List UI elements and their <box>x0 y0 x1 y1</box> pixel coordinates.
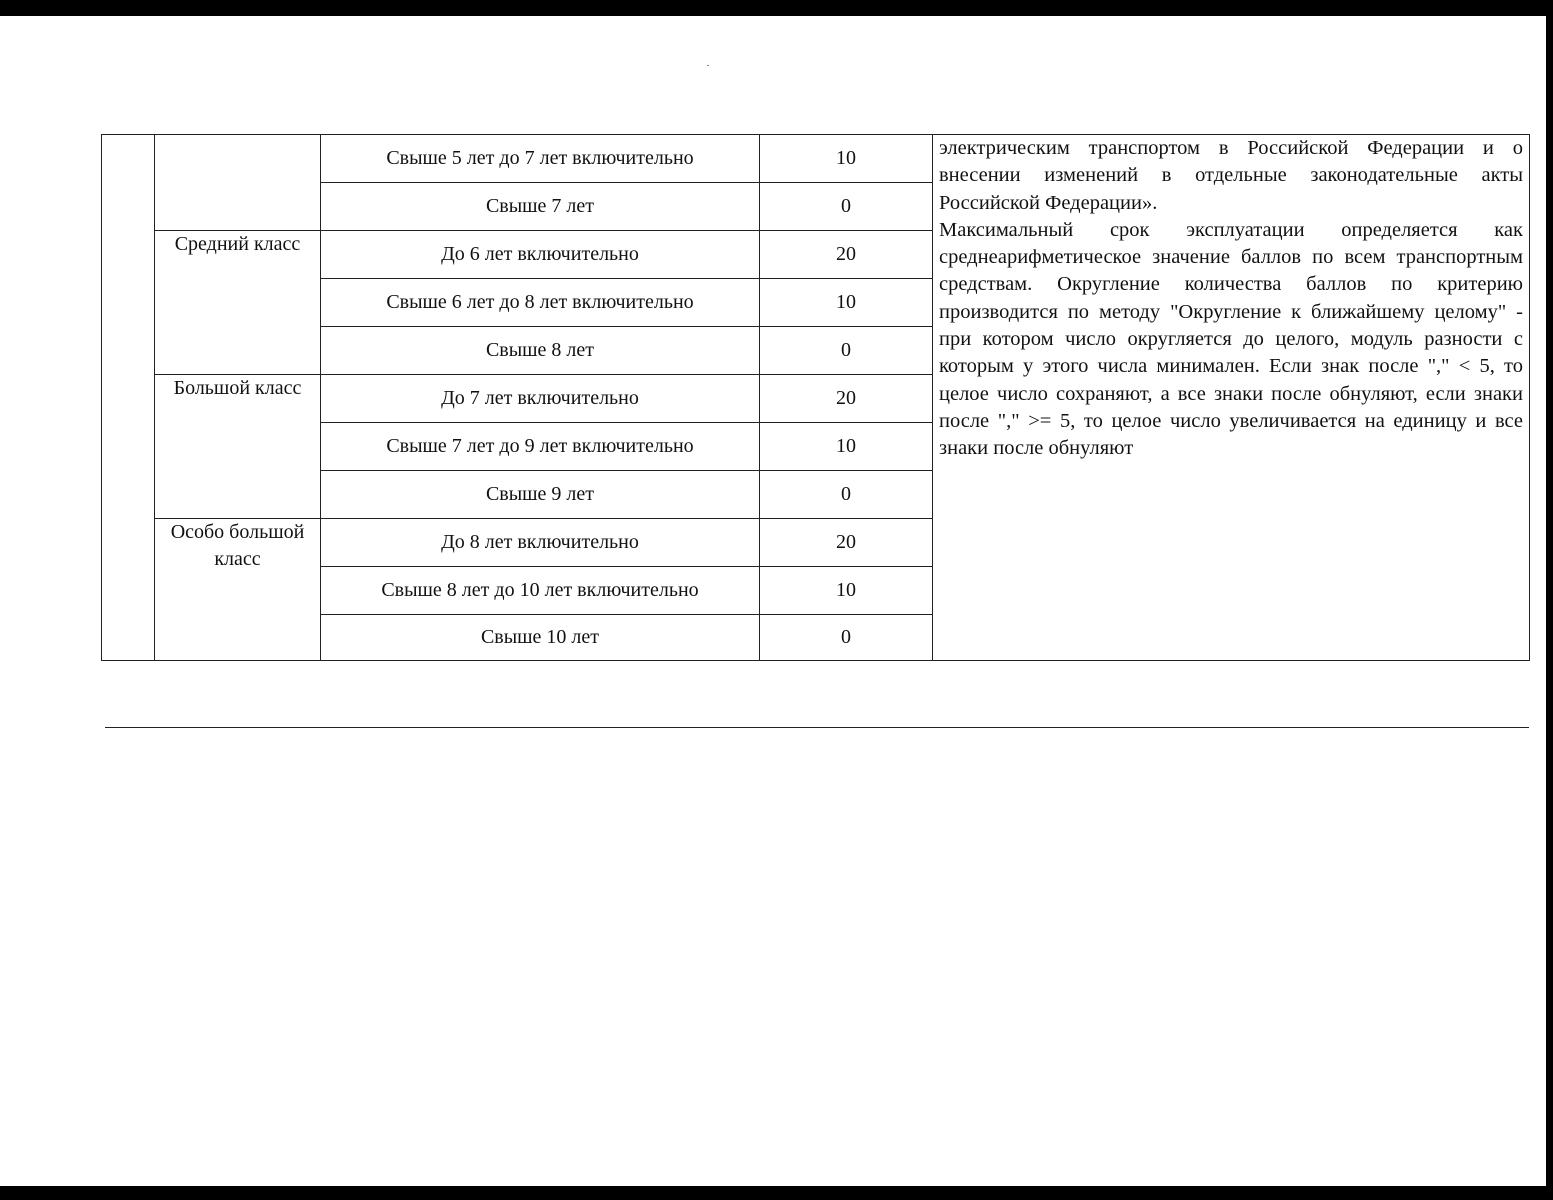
note-cell <box>933 135 1530 661</box>
class-cell-medium: Средний класс <box>155 231 321 375</box>
score-cell: 10 <box>760 423 933 471</box>
table-row <box>102 135 1530 183</box>
period-cell: Свыше 8 лет до 10 лет включительно <box>321 567 760 615</box>
criteria-table <box>101 134 1530 661</box>
period-cell: Свыше 6 лет до 8 лет включительно <box>321 279 760 327</box>
scan-border-right <box>1546 0 1553 1200</box>
class-cell-large: Большой класс <box>155 375 321 519</box>
score-cell: 0 <box>760 327 933 375</box>
scan-border-top <box>0 0 1553 16</box>
score-cell: 20 <box>760 231 933 279</box>
period-cell: До 8 лет включительно <box>321 519 760 567</box>
score-cell: 10 <box>760 279 933 327</box>
period-cell: Свыше 7 лет <box>321 183 760 231</box>
period-cell: До 7 лет включительно <box>321 375 760 423</box>
score-cell: 0 <box>760 615 933 661</box>
score-cell: 10 <box>760 135 933 183</box>
period-cell: Свыше 10 лет <box>321 615 760 661</box>
score-cell: 10 <box>760 567 933 615</box>
period-cell: Свыше 5 лет до 7 лет включительно <box>321 135 760 183</box>
period-cell: Свыше 7 лет до 9 лет включительно <box>321 423 760 471</box>
scan-border-bottom <box>0 1186 1553 1200</box>
score-cell: 20 <box>760 375 933 423</box>
note-paragraph-1: электрическим транспортом в Российской Федерации и о внесении изменений в отдельные законодательные акты Российской Федерации». <box>939 137 1523 214</box>
score-cell: 0 <box>760 183 933 231</box>
period-cell: Свыше 8 лет <box>321 327 760 375</box>
score-cell: 0 <box>760 471 933 519</box>
footer-separator-line <box>105 727 1529 728</box>
period-cell: Свыше 9 лет <box>321 471 760 519</box>
class-cell-extra-large: Особо большой класс <box>155 519 321 661</box>
class-cell-empty <box>155 135 321 231</box>
scan-speck <box>707 65 709 66</box>
note-paragraph-2: Максимальный срок эксплуатации определяется как среднеарифметическое значение баллов по всем транспортным средствам. Округление количества баллов по критерию производится по методу "Округление к ближайшему целому" - при котором число округляется до целого, модуль разности с которым у этого числа минимален. Если знак после "," < 5, то целое число сохраняют, а все знаки после обнуляют, если знаки после "," >= 5, то целое число увеличивается на единицу и все знаки после обнуляют <box>939 218 1523 460</box>
score-cell: 20 <box>760 519 933 567</box>
number-column-cell <box>102 135 155 661</box>
period-cell: До 6 лет включительно <box>321 231 760 279</box>
